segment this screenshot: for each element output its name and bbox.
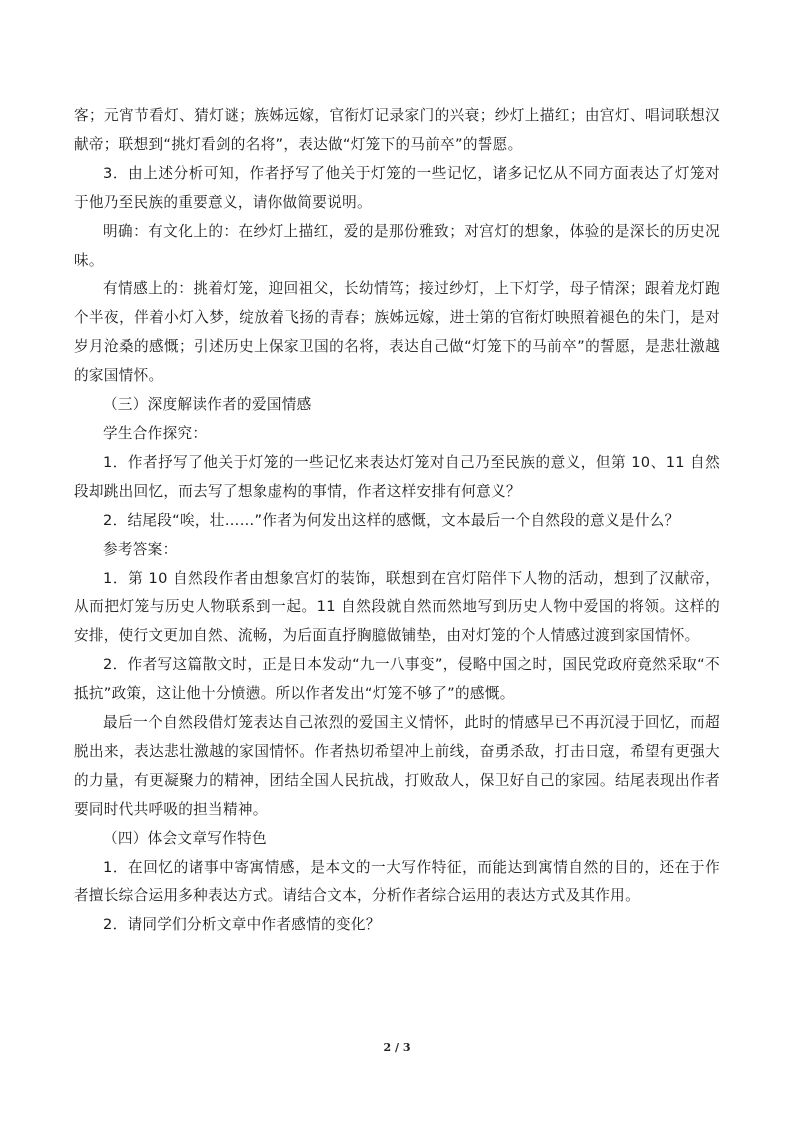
- answer: 2．作者写这篇散文时，正是日本发动“九一八事变”，侵略中国之时，国民党政府竟然采取“不抵抗”政策，这让他十分愤懑。所以作者发出“灯笼不够了”的感慨。: [74, 656, 720, 703]
- document-body: [74, 102, 720, 940]
- question: 2．结尾段“唉，壮……”作者为何发出这样的感慨，文本最后一个自然段的意义是什么？: [103, 511, 680, 529]
- paragraph: 最后一个自然段借灯笼表达自己浓烈的爱国主义情怀，此时的情感早已不再沉浸于回忆，而超脱出来，表达悲壮激越的家国情怀。作者热切希望冲上前线，奋勇杀敌，打击日寇，希望有更强大的力量，有更凝聚力的精神，团结全国人民抗战，打败敌人，保卫好自己的家园。结尾表现出作者要同时代共呼吸的担当精神。: [74, 714, 720, 818]
- paragraph: 参考答案：: [103, 540, 178, 558]
- paragraph: 3．由上述分析可知，作者抒写了他关于灯笼的一些记忆，诸多记忆从不同方面表达了灯笼对于他乃至民族的重要意义，请你做简要说明。: [74, 164, 720, 211]
- section-heading: （四）体会文章写作特色: [103, 829, 267, 847]
- paragraph: 有情感上的：挑着灯笼，迎回祖父，长幼情笃；接过纱灯，上下灯学，母子情深；跟着龙灯跑个半夜，伴着小灯入梦，绽放着飞扬的青春；族姊远嫁，进士第的官衔灯映照着褪色的朱门，是对岁月沧桑的感慨；引述历史上保家卫国的名将，表达自己做“灯笼下的马前卒”的誓愿，是悲壮激越的家国情怀。: [74, 280, 720, 385]
- paragraph: 明确：有文化上的：在纱灯上描红，爱的是那份雅致；对宫灯的想象，体验的是深长的历史况味。: [74, 222, 720, 269]
- answer: 1．第 10 自然段作者由想象宫灯的装饰，联想到在宫灯陪伴下人物的活动，想到了汉献帝，从而把灯笼与历史人物联系到一起。11 自然段就自然而然地写到历史人物中爱国的将领。这样的安排，使行文更加自然、流畅，为后面直抒胸臆做铺垫，由对灯笼的个人情感过渡到家国情怀。: [74, 569, 720, 645]
- page-number: 2 / 3: [383, 1041, 411, 1054]
- question: 2．请同学们分析文章中作者感情的变化？: [103, 916, 381, 934]
- section-heading: （三）深度解读作者的爱国情感: [103, 396, 312, 414]
- paragraph: 学生合作探究：: [103, 424, 208, 442]
- paragraph: 客；元宵节看灯、猜灯谜；族姊远嫁，官衔灯记录家门的兴衰；纱灯上描红；由宫灯、唱词联想汉献帝；联想到“挑灯看剑的名将”，表达做“灯笼下的马前卒”的誓愿。: [74, 107, 720, 153]
- question: 1．作者抒写了他关于灯笼的一些记忆来表达灯笼对自己乃至民族的意义，但第 10、11 自然段却跳出回忆，而去写了想象虚构的事情，作者这样安排有何意义？: [74, 453, 720, 500]
- question: 1．在回忆的诸事中寄寓情感，是本文的一大写作特征，而能达到寓情自然的目的，还在于作者擅长综合运用多种表达方式。请结合文本，分析作者综合运用的表达方式及其作用。: [74, 858, 720, 905]
